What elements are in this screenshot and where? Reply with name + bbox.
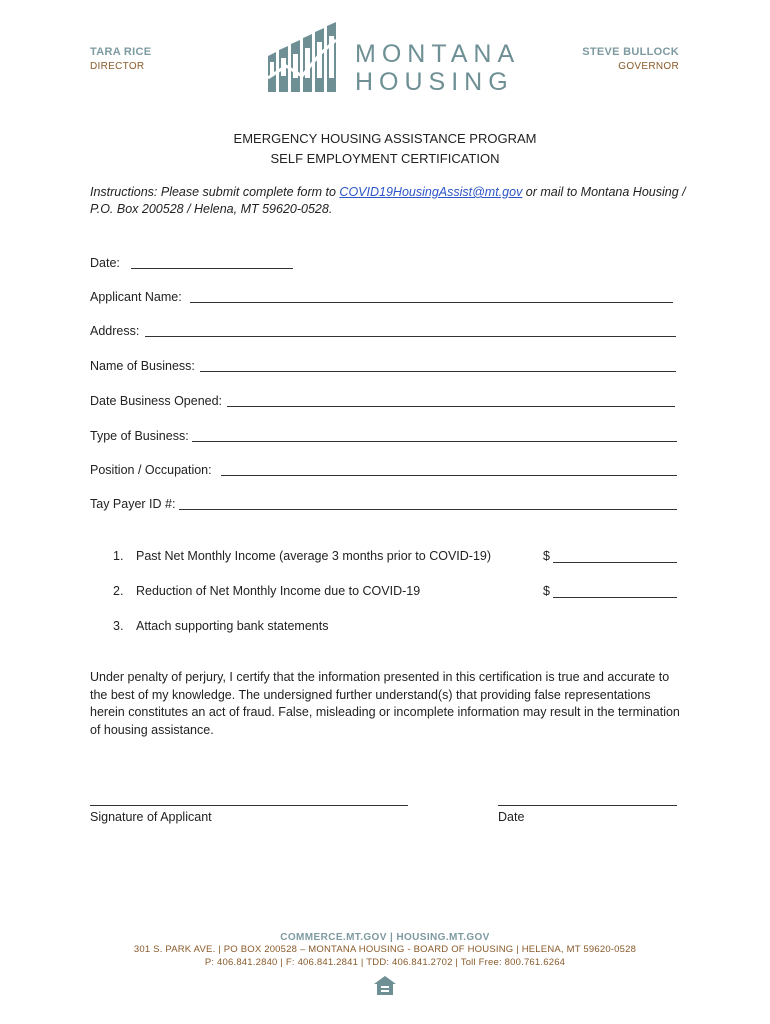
signature-label: Signature of Applicant <box>90 810 212 824</box>
list-item-1-text: Past Net Monthly Income (average 3 months prior to COVID-19) <box>136 549 492 563</box>
form-title-line2: SELF EMPLOYMENT CERTIFICATION <box>270 151 500 166</box>
governor-title: GOVERNOR <box>618 61 679 72</box>
logo-text-housing: HOUSING <box>355 68 514 96</box>
footer-phones: P: 406.841.2840 | F: 406.841.2841 | TDD: 406.841.2702 | Toll Free: 800.761.6264 <box>204 957 566 968</box>
list-item-2-number: 2. <box>113 584 124 598</box>
applicant-name-label: Applicant Name: <box>90 290 182 304</box>
taxpayer-id-label: Tay Payer ID #: <box>90 497 176 511</box>
business-opened-field[interactable] <box>227 406 675 407</box>
applicant-name-field[interactable] <box>190 302 673 303</box>
income-reduction-field[interactable] <box>553 597 677 598</box>
taxpayer-id-field[interactable] <box>179 509 677 510</box>
list-item-2-currency: $ <box>543 584 550 598</box>
footer-address: 301 S. PARK AVE. | PO BOX 200528 – MONTANA HOUSING - BOARD OF HOUSING | HELENA, MT 59620-0528 <box>133 944 637 955</box>
perjury-statement: Under penalty of perjury, I certify that the information presented in this certification is true and accurate to the best of my knowledge. The undersigned further understand(s) that providing false representations herein constitutes an act of fraud. False, misleading or incomplete information may result in the termination of housing assistance. <box>90 670 680 737</box>
business-type-label: Type of Business: <box>90 429 189 443</box>
signature-date-label: Date <box>498 810 525 824</box>
business-name-field[interactable] <box>200 371 676 372</box>
logo-text-montana: MONTANA <box>355 40 521 68</box>
list-item-1-currency: $ <box>543 549 550 563</box>
date-field[interactable] <box>131 268 293 269</box>
address-field[interactable] <box>145 336 676 337</box>
business-type-field[interactable] <box>192 441 677 442</box>
governor-name: STEVE BULLOCK <box>582 46 679 58</box>
signature-date-field[interactable] <box>498 805 677 806</box>
instructions-prefix: Instructions: Please submit complete form to <box>90 185 340 199</box>
applicant-signature-field[interactable] <box>90 805 408 806</box>
list-item-3-text: Attach supporting bank statements <box>136 619 329 633</box>
equal-housing-opportunity-icon <box>372 974 398 998</box>
date-label: Date: <box>90 256 120 270</box>
position-field[interactable] <box>221 475 677 476</box>
past-income-field[interactable] <box>553 562 677 563</box>
instructions-suffix: or mail to Montana Housing / P.O. Box 200528 / Helena, MT 59620-0528. <box>90 185 686 216</box>
instructions <box>90 184 690 218</box>
footer-websites: COMMERCE.MT.GOV | HOUSING.MT.GOV <box>280 932 490 943</box>
list-item-1-number: 1. <box>113 549 124 563</box>
business-opened-label: Date Business Opened: <box>90 394 223 408</box>
business-name-label: Name of Business: <box>90 359 195 373</box>
montana-housing-logo-icon <box>266 18 348 94</box>
address-label: Address: <box>90 324 140 338</box>
position-label: Position / Occupation: <box>90 463 212 477</box>
form-title-line1: EMERGENCY HOUSING ASSISTANCE PROGRAM <box>233 131 537 146</box>
director-name: TARA RICE <box>90 46 152 58</box>
director-title: DIRECTOR <box>90 61 145 72</box>
list-item-2-text: Reduction of Net Monthly Income due to COVID-19 <box>136 584 421 598</box>
list-item-3-number: 3. <box>113 619 124 633</box>
email-link[interactable]: COVID19HousingAssist@mt.gov <box>339 185 523 199</box>
